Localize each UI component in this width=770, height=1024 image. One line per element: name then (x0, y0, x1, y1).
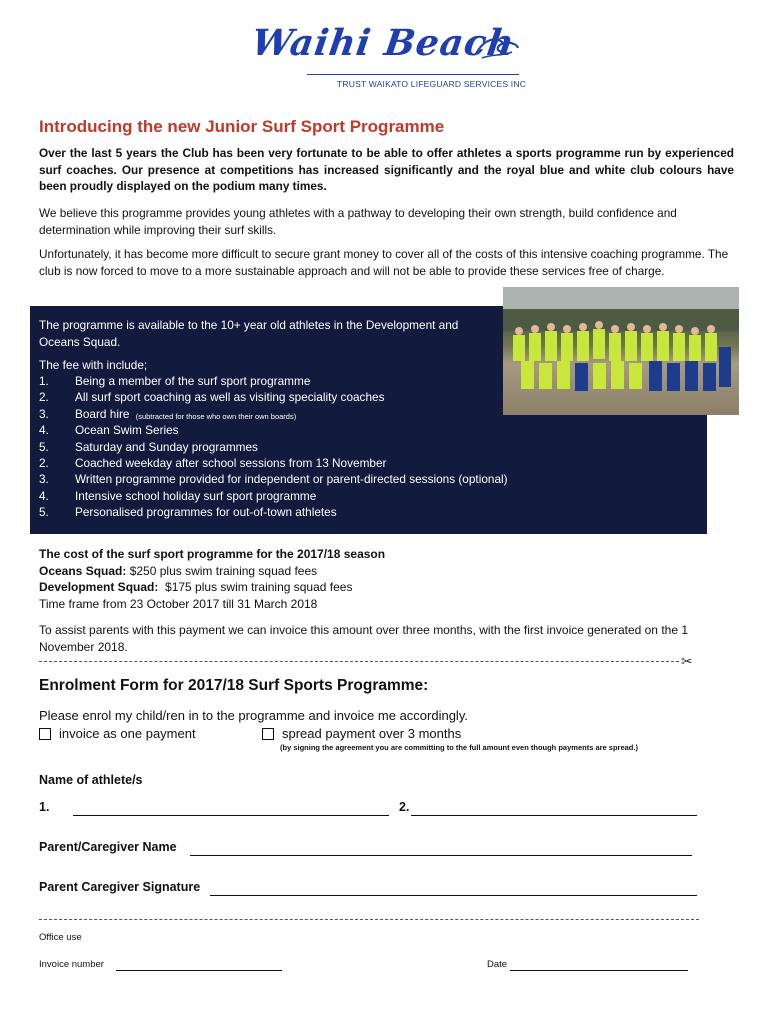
athletes-label: Name of athlete/s (39, 773, 143, 787)
list-number: 4. (39, 488, 49, 503)
date-label: Date (487, 959, 508, 970)
list-item (39, 488, 599, 504)
development-label: Development Squad: (39, 580, 159, 594)
logo-divider (307, 74, 519, 75)
list-number: 2. (39, 390, 49, 405)
pathway-paragraph: We believe this programme provides young athletes with a pathway to developing their own strength, build confidence and determination while improving their surf skills. (39, 206, 677, 237)
box-intro: The programme is available to the 10+ year old athletes in the Development and Oceans Squad. (39, 318, 459, 349)
invoice-number-label: Invoice number (39, 959, 104, 970)
logo-subtitle: TRUST WAIKATO LIFEGUARD SERVICES INC (337, 79, 527, 89)
list-number: 5. (39, 439, 49, 454)
scissors-icon: ✂ (681, 653, 693, 669)
list-text: Being a member of the surf sport programme (75, 374, 311, 388)
fee-heading: The fee with include; (39, 358, 148, 372)
option-spread-payment-label: spread payment over 3 months (282, 726, 462, 741)
office-use-label: Office use (39, 932, 82, 943)
list-text: All surf sport coaching as well as visiting speciality coaches (75, 390, 385, 405)
list-item (39, 373, 599, 389)
athlete-1-number: 1. (39, 800, 50, 814)
invoice-number-field[interactable] (116, 970, 282, 971)
list-text: Ocean Swim Series (75, 423, 179, 438)
development-squad-fee (39, 579, 385, 596)
signature-label: Parent Caregiver Signature (39, 880, 201, 894)
wave-icon (474, 32, 520, 60)
list-text: Personalised programmes for out-of-town athletes (75, 505, 337, 520)
funding-paragraph: Unfortunately, it has become more difficult to secure grant money to cover all of the costs of this intensive coaching programme. The club is now forced to move to a more sustainable approach and will not be able to provide these services free of charge. (39, 247, 729, 278)
parent-name-field[interactable] (190, 855, 692, 856)
parent-name-label: Parent/Caregiver Name (39, 840, 177, 854)
list-number: 4. (39, 423, 49, 438)
option-one-payment-label: invoice as one payment (59, 726, 196, 741)
office-divider (39, 919, 699, 920)
option-spread-payment[interactable] (262, 726, 461, 741)
form-title: Enrolment Form for 2017/18 Surf Sports Programme: (39, 677, 429, 694)
cost-heading: The cost of the surf sport programme for the 2017/18 season (39, 547, 386, 561)
option-one-payment[interactable] (39, 726, 196, 741)
intro-paragraph: Over the last 5 years the Club has been very fortunate to be able to offer athletes a sports programme run by experienced surf coaches. Our presence at competitions has increased significantly and the royal blue and white club colours have been proudly displayed on the podium many times. (39, 146, 734, 193)
list-number: 3. (39, 472, 49, 487)
page-title: Introducing the new Junior Surf Sport Programme (39, 117, 445, 136)
checkbox-one-payment[interactable] (39, 728, 51, 740)
time-frame: Time frame from 23 October 2017 till 31 March 2018 (39, 596, 318, 611)
cost-section (39, 546, 385, 612)
list-item (39, 439, 599, 455)
signature-field[interactable] (210, 895, 697, 896)
signing-note: (by signing the agreement you are committing to the full amount even though payments are spread.) (280, 743, 638, 752)
oceans-label: Oceans Squad: (39, 563, 127, 578)
oceans-value: $250 plus swim training squad fees (126, 563, 318, 578)
oceans-squad-fee (39, 563, 385, 580)
list-text: Board hire (75, 406, 133, 421)
list-item (39, 422, 599, 438)
date-field[interactable] (510, 970, 688, 971)
list-number: 5. (39, 505, 49, 520)
list-item (39, 504, 599, 520)
list-number: 3. (39, 406, 49, 421)
checkbox-spread-payment[interactable] (262, 728, 274, 740)
list-text: Written programme provided for independent or parent-directed sessions (optional) (75, 472, 508, 487)
list-note: (subtracted for those who own their own boards) (135, 411, 297, 421)
enrol-statement: Please enrol my child/ren in to the programme and invoice me accordingly. (39, 708, 468, 723)
list-text: Coached weekday after school sessions from 13 November (75, 455, 387, 470)
list-item (39, 389, 599, 405)
cut-line (39, 661, 679, 662)
logo-title: Waihi Beach (249, 22, 518, 64)
invoice-info: To assist parents with this payment we can invoice this amount over three months, with the first invoice generated on the 1 November 2018. (39, 623, 689, 654)
development-value: $175 plus swim training squad fees (158, 580, 353, 594)
list-number: 2. (39, 455, 49, 470)
athlete-2-number: 2. (399, 800, 410, 814)
list-number: 1. (39, 374, 49, 388)
athlete-1-field[interactable] (73, 815, 389, 816)
list-item (39, 455, 599, 471)
list-text: Saturday and Sunday programmes (75, 439, 258, 454)
list-item (39, 471, 599, 487)
fee-list (39, 373, 599, 521)
list-item (39, 406, 599, 422)
list-text: Intensive school holiday surf sport programme (75, 488, 317, 503)
athlete-2-field[interactable] (411, 815, 697, 816)
